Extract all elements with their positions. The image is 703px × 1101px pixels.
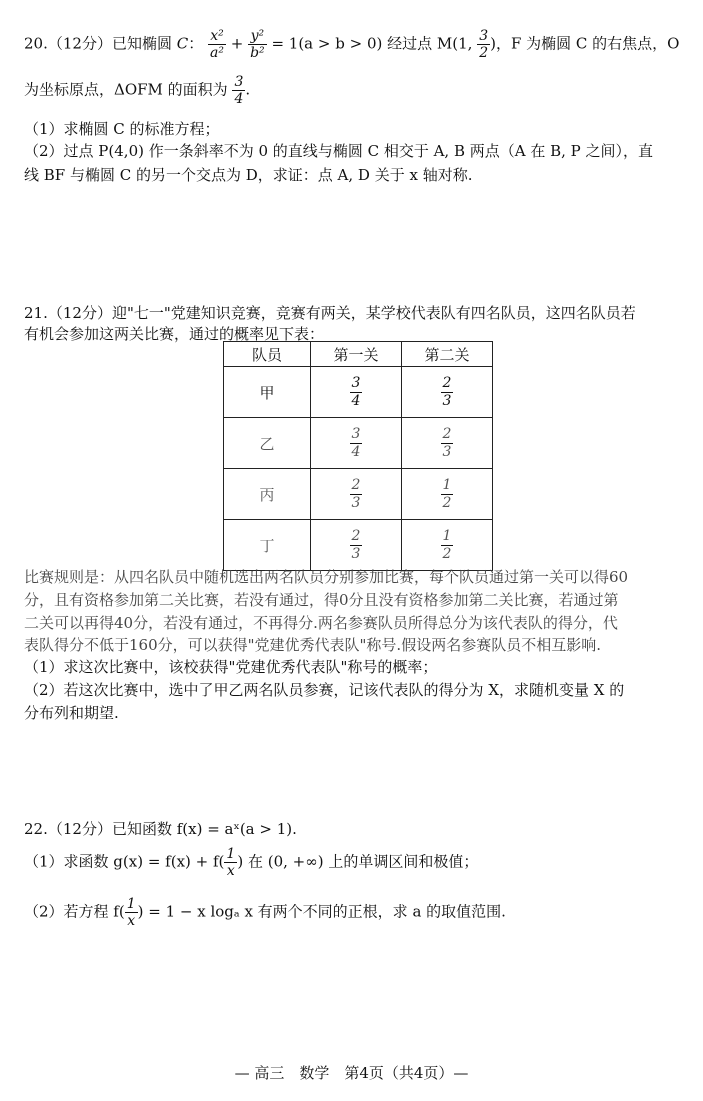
frac-num: 1	[442, 528, 452, 545]
frac-num: 3	[351, 375, 361, 392]
table-row	[224, 418, 493, 469]
frac-3-2	[477, 28, 490, 61]
player-name: 丁	[224, 520, 311, 571]
frac-num: 1	[442, 477, 452, 494]
frac-num: 2	[442, 426, 452, 443]
frac-y2-b2	[248, 28, 267, 61]
q22-part2	[24, 896, 506, 929]
q20-line1: 20.（12分）已知椭圆 C： $\frac{\text{x²}}{\text{a²}}$ + $\frac{\text{y²}}{\text{b²}}$ = 1(a > b > 0) 经过点 M(1, $\frac{3}{2}$ )，F 为椭圆 C 的右焦点，O	[24, 28, 680, 62]
prob-round2	[402, 418, 493, 469]
colon: ：	[188, 34, 204, 53]
table-header-row	[224, 342, 493, 367]
player-name: 甲	[224, 367, 311, 418]
frac	[350, 477, 363, 510]
q22-part1	[24, 846, 478, 879]
frac-den: 4	[234, 91, 244, 108]
table-row	[224, 367, 493, 418]
part2-pre: （2）若方程 f(	[24, 902, 125, 921]
frac-num: 3	[351, 426, 361, 443]
prob-round2	[402, 469, 493, 520]
frac-num: 2	[351, 477, 361, 494]
prob-round1	[311, 367, 402, 418]
frac-num: 3	[479, 28, 489, 44]
frac-den: x	[127, 913, 136, 930]
table-row	[224, 520, 493, 571]
frac-num: 1	[226, 846, 236, 862]
q20-part1: （1）求椭圆 C 的标准方程；	[24, 120, 220, 138]
header-round1: 第一关	[311, 342, 402, 367]
header-player: 队员	[224, 342, 311, 367]
frac-num: x²	[208, 28, 226, 45]
frac-num: 2	[351, 528, 361, 545]
q20-number: 20.（12分）已知椭圆	[24, 34, 172, 53]
frac	[441, 375, 454, 408]
prob-round1	[311, 469, 402, 520]
probability-table	[223, 341, 493, 571]
q20-part2-line2: 线 BF 与椭圆 C 的另一个交点为 D，求证：点 A, D 关于 x 轴对称.	[24, 166, 473, 184]
frac-den: x	[226, 863, 235, 880]
frac-den: b²	[250, 45, 265, 62]
part1-post: ) 在 (0, +∞) 上的单调区间和极值；	[237, 852, 479, 871]
after-point: )，F 为椭圆 C 的右焦点，O	[490, 34, 680, 53]
frac-den: 3	[442, 392, 452, 409]
frac-den: 2	[479, 45, 489, 62]
prob-round2	[402, 520, 493, 571]
frac-den: 3	[351, 545, 361, 562]
frac	[441, 477, 454, 510]
prob-round2	[402, 367, 493, 418]
prob-round1	[311, 520, 402, 571]
frac	[350, 426, 363, 459]
frac	[350, 375, 363, 408]
frac-1-x	[224, 846, 237, 879]
frac-x2-a2	[208, 28, 226, 61]
frac	[350, 528, 363, 561]
q21-rules-line3: 二关可以再得40分，若没有通过，不再得分.两名参赛队员所得总分为该代表队的得分，代	[24, 614, 618, 632]
q21-rules-line1: 比赛规则是：从四名队员中随机选出两名队员分别参加比赛，每个队员通过第一关可以得60	[24, 568, 629, 586]
frac-1-x	[125, 896, 138, 929]
frac-den: 2	[442, 494, 452, 511]
frac	[441, 426, 454, 459]
q21-part2-line2: 分布列和期望.	[24, 704, 119, 722]
frac-den: 4	[351, 443, 361, 460]
frac-num: 3	[234, 74, 244, 90]
q21-part2-line1: （2）若这次比赛中，选中了甲乙两名队员参赛，记该代表队的得分为 X，求随机变量 X 的	[24, 681, 625, 699]
header-round2: 第二关	[402, 342, 493, 367]
frac-den: 3	[351, 494, 361, 511]
area-text: 为坐标原点，ΔOFM 的面积为	[24, 80, 228, 99]
q21-line1: 21.（12分）迎"七一"党建知识竞赛，竞赛有两关，某学校代表队有四名队员，这四名队员若	[24, 304, 636, 322]
q20-part2-line1: （2）过点 P(4,0) 作一条斜率不为 0 的直线与椭圆 C 相交于 A, B 两点（A 在 B, P 之间），直	[24, 142, 654, 160]
period: .	[245, 80, 251, 99]
q21-part1: （1）求这次比赛中，该校获得"党建优秀代表队"称号的概率；	[24, 658, 438, 676]
page-footer: — 高三 数学 第4页（共4页）—	[234, 1064, 469, 1082]
frac	[441, 528, 454, 561]
frac-num: 1	[126, 896, 136, 912]
part1-pre: （1）求函数 g(x) = f(x) + f(	[24, 852, 225, 871]
q21-rules-line2: 分，且有资格参加第二关比赛，若没有通过，得0分且没有资格参加第二关比赛，若通过第	[24, 591, 619, 609]
frac-num: y²	[248, 28, 267, 45]
frac-den: a²	[210, 45, 224, 62]
q20-line2	[24, 74, 250, 107]
frac-den: 2	[442, 545, 452, 562]
frac-den: 3	[442, 443, 452, 460]
frac-3-4	[232, 74, 245, 107]
prob-round1	[311, 418, 402, 469]
ellipse-name: C	[176, 34, 189, 53]
part2-post: ) = 1 − x logₐ x 有两个不同的正根，求 a 的取值范围.	[137, 902, 506, 921]
player-name: 乙	[224, 418, 311, 469]
q21-rules-line4: 表队得分不低于160分，可以获得"党建优秀代表队"称号.假设两名参赛队员不相互影响.	[24, 636, 601, 654]
frac-den: 4	[351, 392, 361, 409]
q21-line2: 有机会参加这两关比赛，通过的概率见下表：	[24, 325, 325, 343]
equation-tail: = 1(a > b > 0) 经过点 M(1,	[271, 34, 473, 53]
frac-num: 2	[442, 375, 452, 392]
player-name: 丙	[224, 469, 311, 520]
table-row	[224, 469, 493, 520]
q22-line1: 22.（12分）已知函数 f(x) = aˣ(a > 1).	[24, 820, 297, 838]
